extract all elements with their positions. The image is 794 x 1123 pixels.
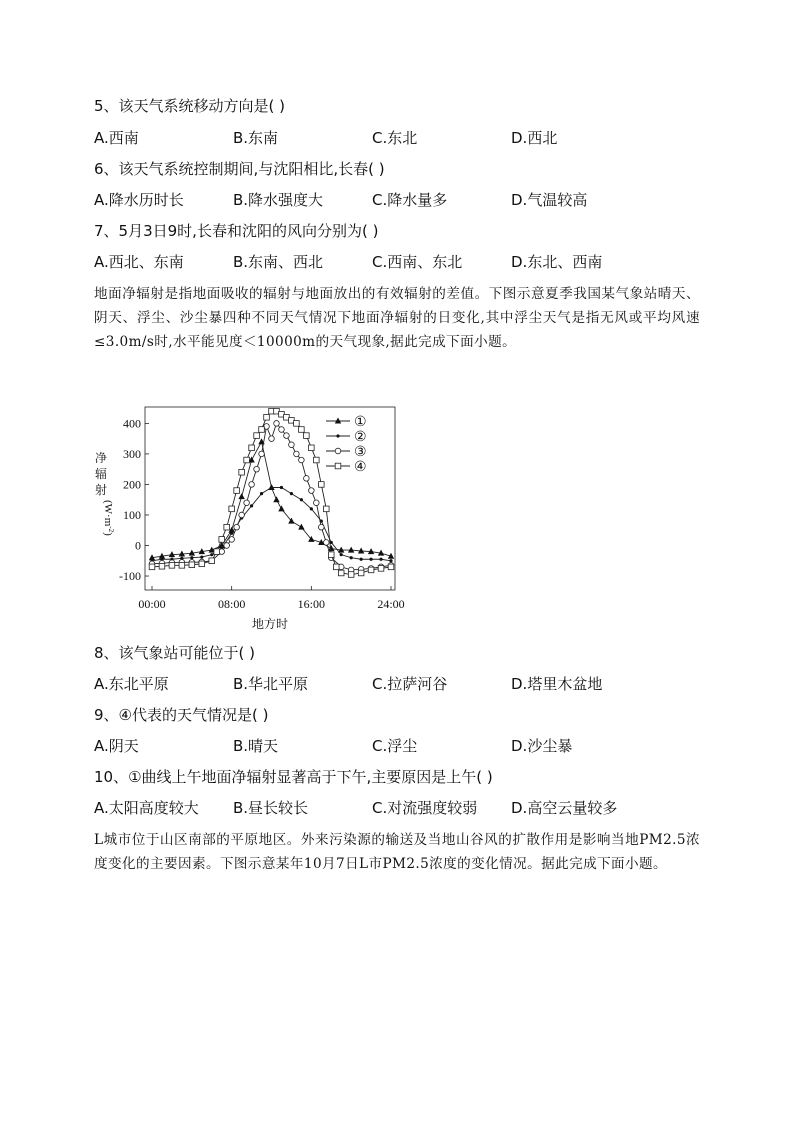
series-4-point — [318, 482, 324, 488]
series-4-point — [189, 562, 195, 568]
series-2-point — [230, 532, 233, 535]
question-5-stem: 5、该天气系统移动方向是( ) — [94, 97, 286, 115]
series-4-point — [328, 552, 334, 558]
series-4-point — [169, 563, 175, 569]
q9-option-d[interactable]: D.沙尘暴 — [511, 737, 573, 755]
series-2-point — [369, 558, 372, 561]
series-2-point — [200, 556, 203, 559]
series-4-point — [224, 524, 230, 530]
q6-option-a[interactable]: A.降水历时长 — [94, 191, 184, 209]
series-3-point — [239, 512, 245, 518]
series-2-point — [270, 486, 273, 489]
question-9-options — [94, 736, 714, 756]
q10-option-b[interactable]: B.昼长较长 — [233, 799, 309, 817]
y-axis-label-char-2: 辐 — [94, 467, 108, 481]
series-4-point — [264, 414, 270, 420]
y-axis-ticks — [119, 416, 149, 583]
series-3-point — [224, 543, 230, 549]
series-4-point — [338, 570, 344, 576]
series-4-point — [199, 561, 205, 567]
y-axis-title — [95, 450, 115, 536]
y-tick-label: 300 — [123, 446, 141, 461]
series-1-point — [348, 547, 354, 553]
legend-label: ② — [354, 430, 367, 445]
legend-marker — [335, 418, 341, 424]
series-3-point — [294, 451, 300, 457]
chart-legend — [326, 415, 367, 475]
question-6-options — [94, 190, 714, 210]
x-tick-label: 00:00 — [138, 597, 166, 611]
series-4-point — [314, 457, 320, 463]
series-3-point — [259, 451, 265, 457]
series-4-point — [209, 558, 215, 564]
legend-label: ④ — [354, 460, 367, 475]
q8-option-c[interactable]: C.拉萨河谷 — [372, 675, 448, 693]
question-10-options — [94, 798, 714, 818]
series-2-point — [280, 486, 283, 489]
q5-option-b[interactable]: B.东南 — [233, 129, 279, 147]
q6-option-c[interactable]: C.降水量多 — [372, 191, 448, 209]
net-radiation-chart — [88, 402, 418, 632]
y-tick-label: 100 — [123, 507, 141, 522]
legend-marker — [336, 434, 339, 437]
q7-option-a[interactable]: A.西北、东南 — [94, 253, 184, 271]
series-3-point — [244, 500, 250, 506]
q8-option-b[interactable]: B.华北平原 — [233, 675, 309, 693]
x-axis-label: 地方时 — [251, 617, 289, 631]
series-4-point — [304, 433, 310, 439]
series-2-point — [340, 553, 343, 556]
x-tick-label: 16:00 — [297, 597, 326, 611]
q10-option-c[interactable]: C.对流强度较弱 — [372, 799, 478, 817]
q5-option-a[interactable]: A.西南 — [94, 129, 139, 147]
q10-option-a[interactable]: A.太阳高度较大 — [94, 799, 199, 817]
passage-pm25: L城市位于山区南部的平原地区。外来污染源的输送及当地山谷风的扩散作用是影响当地PM2.5浓度变化的主要因素。下图示意某年10月7日L市PM2.5浓度的变化情况。据此完成下面小题。 — [94, 832, 700, 872]
series-2-point — [389, 559, 392, 562]
q7-option-c[interactable]: C.西南、东北 — [372, 253, 463, 271]
series-3-point — [304, 476, 310, 482]
q8-option-a[interactable]: A.东北平原 — [94, 675, 169, 693]
series-1-point — [238, 493, 244, 499]
legend-label: ③ — [354, 445, 367, 460]
series-4-point — [239, 469, 245, 475]
series-4-point — [259, 427, 265, 433]
series-2-point — [250, 504, 253, 507]
series-4-point — [214, 549, 220, 555]
series-3-point — [299, 457, 305, 463]
q5-option-d[interactable]: D.西北 — [511, 129, 558, 147]
y-axis-label-char-1: 净 — [94, 451, 108, 465]
legend-marker — [335, 463, 341, 469]
series-2-point — [300, 498, 303, 501]
question-9-stem: 9、④代表的天气情况是( ) — [94, 706, 269, 724]
series-3-point — [279, 427, 285, 433]
series-4-point — [179, 563, 185, 569]
series-4-point — [159, 563, 165, 569]
series-3-point — [274, 421, 280, 427]
series-4-point — [333, 564, 339, 570]
question-7-options — [94, 252, 714, 272]
series-2-line — [152, 487, 391, 560]
series-2-point — [260, 492, 263, 495]
q5-option-c[interactable]: C.东北 — [372, 129, 418, 147]
series-3-point — [309, 488, 315, 494]
q7-option-b[interactable]: B.东南、西北 — [233, 253, 324, 271]
series-4-point — [229, 506, 235, 512]
series-2-point — [310, 507, 313, 510]
q7-option-d[interactable]: D.东北、西南 — [511, 253, 603, 271]
series-4-point — [249, 445, 255, 451]
series-3-point — [318, 524, 324, 530]
legend-marker — [335, 448, 341, 454]
series-4-point — [378, 566, 384, 572]
question-7-stem: 7、5月3日9时,长春和沈阳的风向分别为( ) — [94, 222, 379, 240]
series-3-point — [269, 436, 275, 442]
y-axis-unit: $(W\cdot m^{-2})$ — [102, 500, 115, 536]
series-4-point — [234, 488, 240, 494]
question-8-options — [94, 674, 714, 694]
x-tick-label: 08:00 — [217, 597, 246, 611]
question-8-stem: 8、该气象站可能位于( ) — [94, 644, 256, 662]
y-axis-label-char-3: 射 — [94, 483, 108, 497]
series-4-point — [254, 433, 260, 439]
series-3-point — [289, 442, 295, 448]
legend-label: ① — [354, 415, 367, 430]
q10-option-d[interactable]: D.高空云量较多 — [511, 799, 618, 817]
series-2-point — [350, 556, 353, 559]
series-1-point — [273, 496, 279, 502]
series-1-point — [278, 505, 284, 511]
series-2-point — [360, 558, 363, 561]
series-2-point — [190, 556, 193, 559]
series-3-point — [234, 524, 240, 530]
series-3-point — [229, 537, 235, 543]
q9-option-b[interactable]: B.晴天 — [233, 737, 279, 755]
series-2-point — [290, 492, 293, 495]
q8-option-d[interactable]: D.塔里木盆地 — [511, 675, 603, 693]
question-5-options — [94, 128, 714, 148]
passage-net-radiation: 地面净辐射是指地面吸收的辐射与地面放出的有效辐射的差值。下图示意夏季我国某气象站晴天、阴天、浮尘、沙尘暴四种不同天气情况下地面净辐射的日变化,其中浮尘天气是指无风或平均风速≤3.0m/s时,水平能见度＜10000m的天气现象,据此完成下面小题。 — [94, 286, 700, 350]
series-4-point — [299, 427, 305, 433]
series-4-point — [388, 564, 394, 570]
series-3-point — [249, 482, 255, 488]
y-tick-label: 400 — [123, 416, 141, 431]
y-tick-label: -100 — [119, 569, 141, 584]
series-3-point — [314, 500, 320, 506]
q9-option-c[interactable]: C.浮尘 — [372, 737, 418, 755]
series-4-point — [294, 421, 300, 427]
series-2-point — [210, 553, 213, 556]
question-6-stem: 6、该天气系统控制期间,与沈阳相比,长春( ) — [94, 160, 385, 178]
series-3-point — [284, 433, 290, 439]
x-tick-label: 24:00 — [377, 597, 405, 611]
series-4-point — [323, 506, 329, 512]
series-4-point — [368, 567, 374, 573]
q6-option-b[interactable]: B.降水强度大 — [233, 191, 324, 209]
series-3-point — [323, 540, 329, 546]
series-4-point — [358, 570, 364, 576]
series-4-point — [244, 457, 250, 463]
series-4-point — [348, 572, 354, 578]
series-1-point — [298, 524, 304, 530]
series-2-point — [379, 558, 382, 561]
y-tick-label: 0 — [135, 538, 141, 553]
question-10-stem: 10、①曲线上午地面净辐射显著高于下午,主要原因是上午( ) — [94, 768, 493, 786]
series-3-point — [254, 466, 260, 472]
y-tick-label: 200 — [123, 477, 141, 492]
q9-option-a[interactable]: A.阴天 — [94, 737, 139, 755]
q6-option-d[interactable]: D.气温较高 — [511, 191, 588, 209]
series-4-point — [219, 537, 225, 543]
series-4-point — [149, 564, 155, 570]
series-4-point — [309, 445, 315, 451]
